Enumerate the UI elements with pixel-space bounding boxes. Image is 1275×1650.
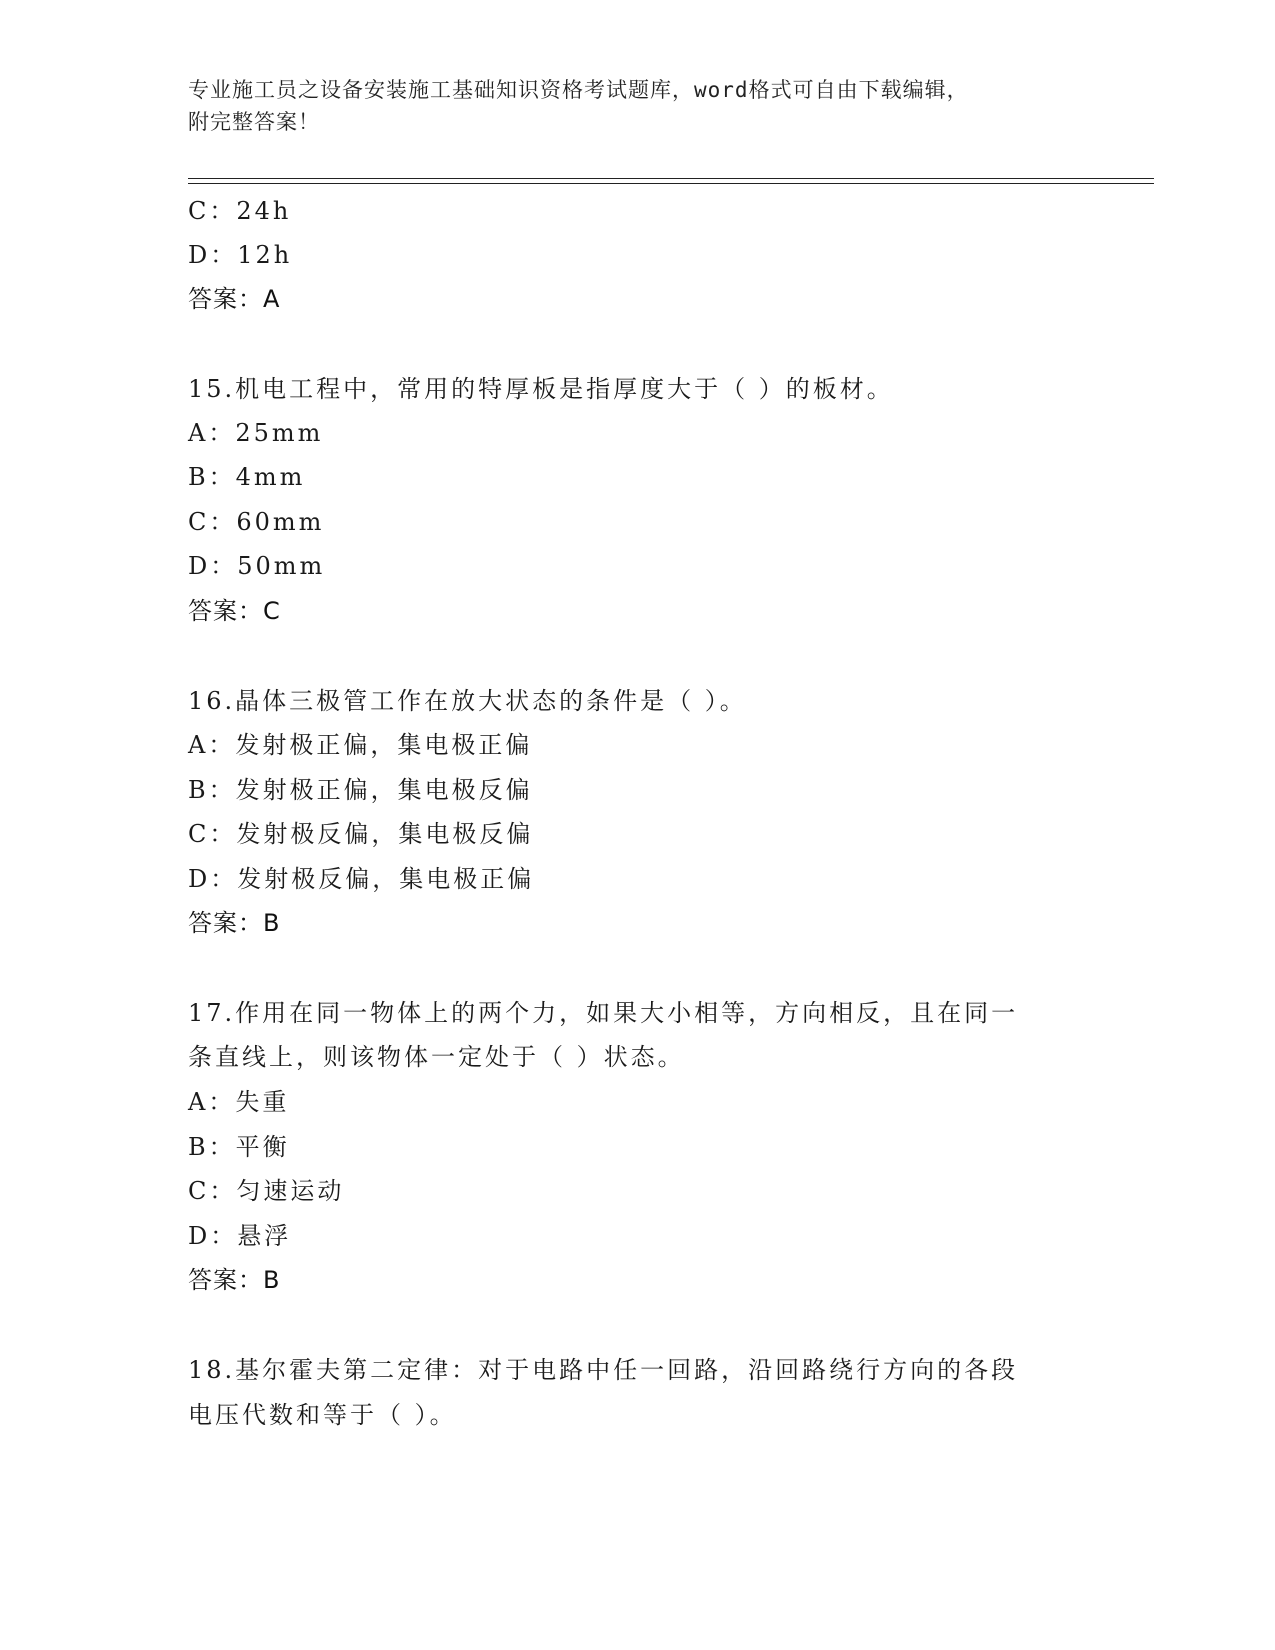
document-header bbox=[188, 74, 1088, 138]
q16-option-d: D：发射极反偏，集电极正偏 bbox=[188, 865, 535, 893]
q15-option-c: C：60mm bbox=[188, 508, 325, 536]
q17-stem-line-1: 17.作用在同一物体上的两个力，如果大小相等，方向相反，且在同一 bbox=[188, 999, 1019, 1027]
q14-option-c: C：24h bbox=[188, 197, 292, 225]
q15-stem: 15.机电工程中，常用的特厚板是指厚度大于（ ）的板材。 bbox=[188, 375, 894, 403]
q17-option-a: A：失重 bbox=[188, 1088, 290, 1116]
q17-answer: 答案：B bbox=[188, 1266, 281, 1294]
q16-option-a: A：发射极正偏，集电极正偏 bbox=[188, 731, 533, 759]
q17-option-b: B：平衡 bbox=[188, 1133, 290, 1161]
header-line-2: 附完整答案！ bbox=[188, 110, 320, 134]
q15-option-b: B：4mm bbox=[188, 463, 306, 491]
q17-stem-line-2: 条直线上，则该物体一定处于（ ）状态。 bbox=[188, 1043, 685, 1071]
q16-stem: 16.晶体三极管工作在放大状态的条件是（ ）。 bbox=[188, 687, 747, 715]
q14-answer: 答案：A bbox=[188, 285, 281, 313]
q15-answer: 答案：C bbox=[188, 597, 281, 625]
q17-option-c: C：匀速运动 bbox=[188, 1177, 345, 1205]
q18-stem-line-2: 电压代数和等于（ ）。 bbox=[188, 1401, 457, 1429]
header-divider-top bbox=[188, 178, 1154, 179]
q16-answer: 答案：B bbox=[188, 909, 281, 937]
q14-option-d: D：12h bbox=[188, 241, 293, 269]
q18-stem-line-1: 18.基尔霍夫第二定律：对于电路中任一回路，沿回路绕行方向的各段 bbox=[188, 1356, 1019, 1384]
q15-option-d: D：50mm bbox=[188, 552, 326, 580]
q17-option-d: D：悬浮 bbox=[188, 1222, 292, 1250]
header-line-1: 专业施工员之设备安装施工基础知识资格考试题库，word格式可自由下载编辑， bbox=[188, 78, 969, 102]
q15-option-a: A：25mm bbox=[188, 419, 324, 447]
q16-option-b: B：发射极正偏，集电极反偏 bbox=[188, 776, 533, 804]
header-divider-bottom bbox=[188, 183, 1154, 184]
q16-option-c: C：发射极反偏，集电极反偏 bbox=[188, 820, 534, 848]
